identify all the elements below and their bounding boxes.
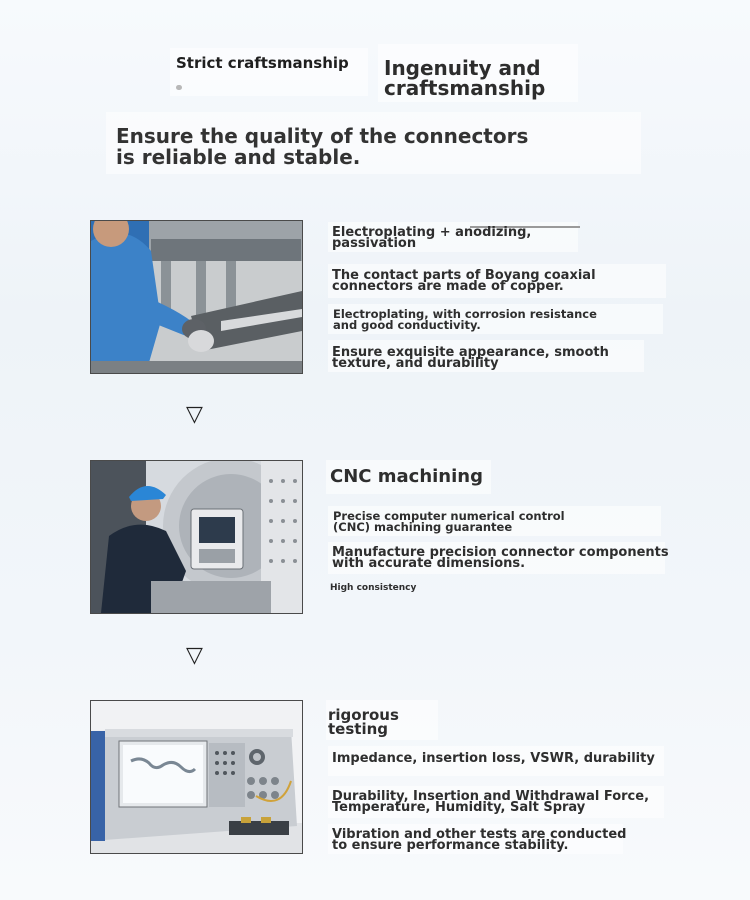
section-2-photo	[90, 460, 303, 614]
section-3-item-2: Durability, Insertion and Withdrawal Force, Temperature, Humidity, Salt Spray	[332, 789, 650, 815]
section-3-photo	[90, 700, 303, 854]
header-title: Ingenuity and craftsmanship	[384, 56, 546, 100]
section-1-title: Electroplating + anodizing, passivation	[332, 225, 532, 251]
section-1-item-3: Ensure exquisite appearance, smooth texture, and durability	[332, 345, 609, 371]
section-2-item-2: Manufacture precision connector components with accurate dimensions.	[332, 545, 669, 571]
worker-operating-press-brake-photo-graphic	[91, 221, 302, 373]
section-3-item-1: Impedance, insertion loss, VSWR, durability	[332, 751, 655, 766]
header-tag-dot	[176, 85, 182, 90]
section-3-title: rigorous testing	[328, 706, 399, 738]
section-1-item-1: The contact parts of Boyang coaxial connectors are made of copper.	[332, 268, 596, 294]
section-3-item-3: Vibration and other tests are conducted to ensure performance stability.	[332, 827, 627, 853]
down-arrow-icon-2: ▽	[186, 643, 203, 668]
network-analyzer-photo-graphic	[91, 701, 302, 853]
header-tag: Strict craftsmanship	[176, 54, 349, 72]
section-1-photo	[90, 220, 303, 374]
cnc-machine-operator-photo-graphic	[91, 461, 302, 613]
section-2-title: CNC machining	[330, 466, 483, 487]
down-arrow-icon-1: ▽	[186, 402, 203, 427]
section-1-item-2: Electroplating, with corrosion resistance and good conductivity.	[333, 307, 597, 332]
header-subtitle: Ensure the quality of the connectors is reliable and stable.	[116, 124, 529, 169]
section-2-item-1: Precise computer numerical control (CNC) machining guarantee	[333, 509, 565, 534]
section-2-item-3: High consistency	[330, 583, 417, 593]
